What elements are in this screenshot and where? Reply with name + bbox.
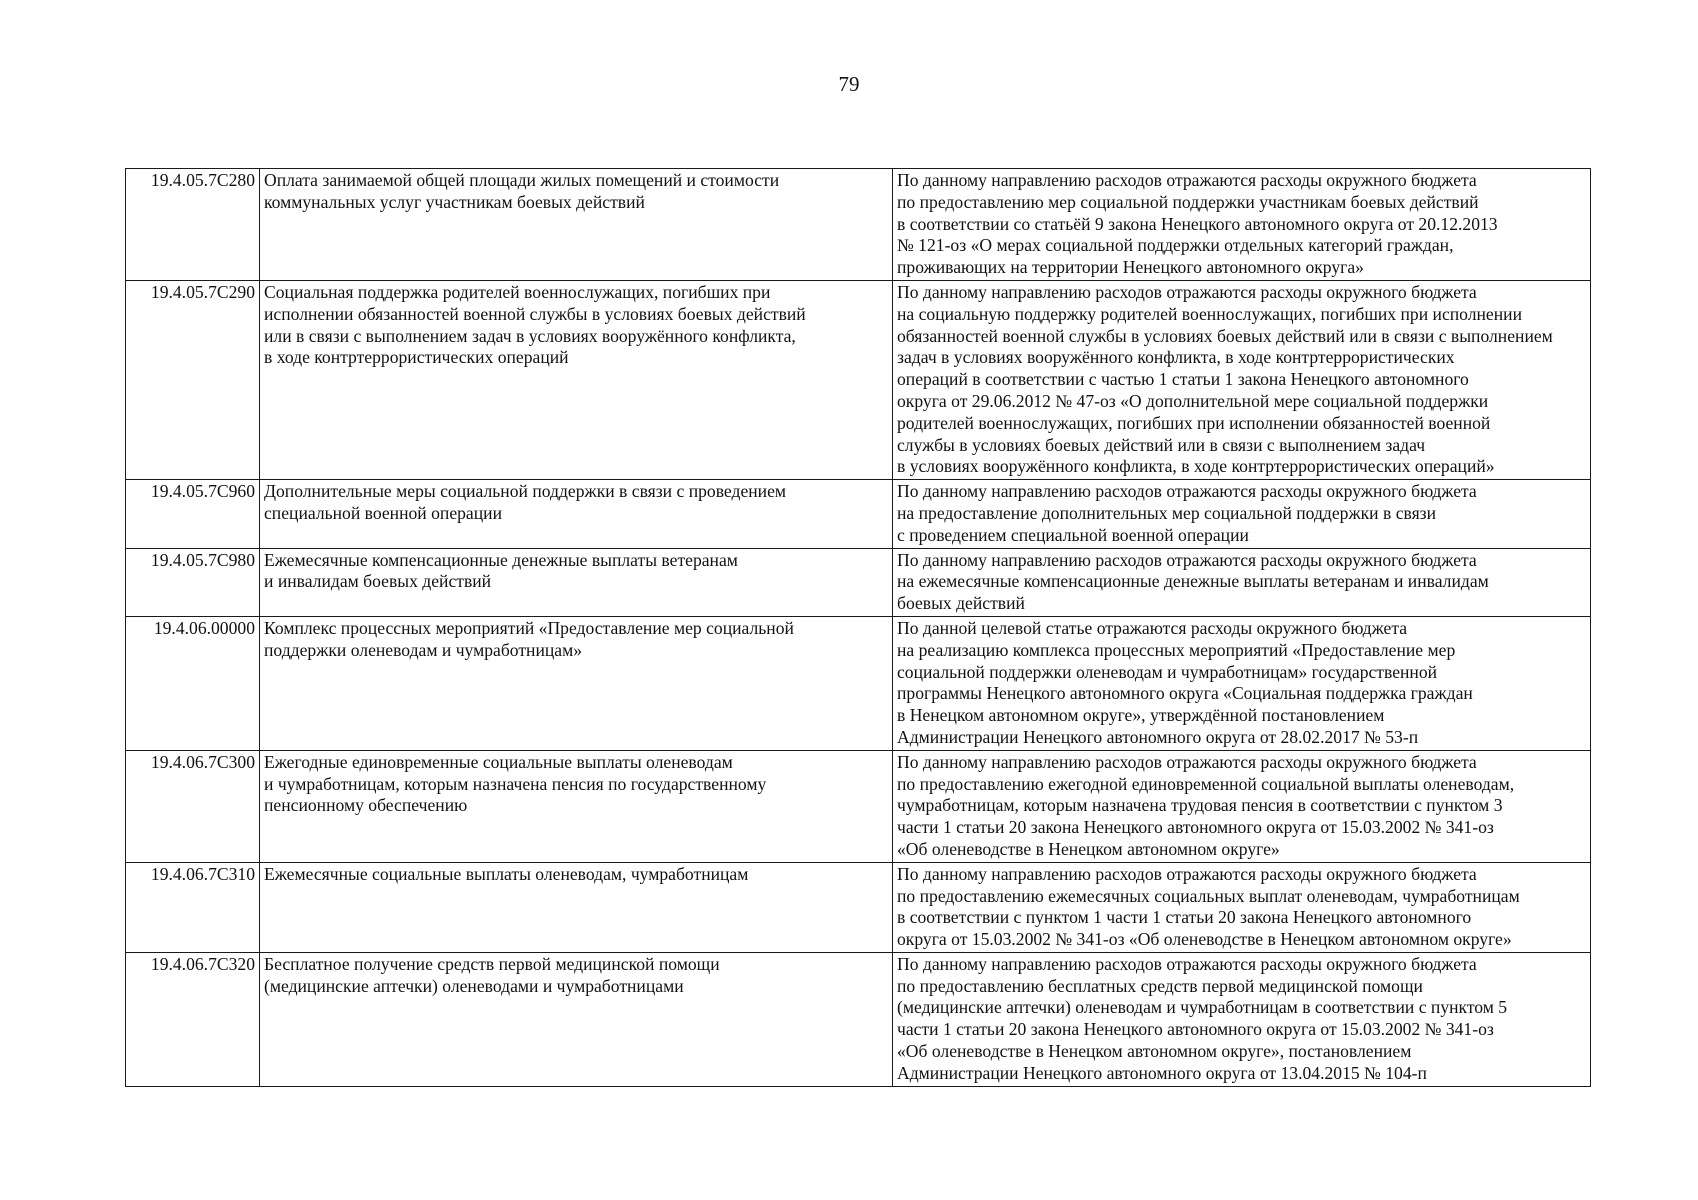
expense-description-line: Администрации Ненецкого автономного округа от 28.02.2017 № 53-п xyxy=(897,726,1419,747)
expense-description-line: на ежемесячные компенсационные денежные выплаты ветеранам и инвалидам xyxy=(897,571,1489,592)
expense-name-line: и инвалидам боевых действий xyxy=(264,571,492,592)
target-article-code: 19.4.05.7С980 xyxy=(126,548,260,616)
expense-description-line: По данному направлению расходов отражаются расходы окружного бюджета xyxy=(897,281,1477,302)
target-article-code: 19.4.06.7С300 xyxy=(126,750,260,862)
expense-name-cell xyxy=(260,280,893,479)
expense-description-line: № 121-оз «О мерах социальной поддержки отдельных категорий граждан, xyxy=(897,235,1454,256)
expense-name-line: Комплекс процессных мероприятий «Предоставление мер социальной xyxy=(264,617,794,638)
expense-name-line: коммунальных услуг участникам боевых действий xyxy=(264,191,645,212)
expense-description-line: По данному направлению расходов отражаются расходы окружного бюджета xyxy=(897,481,1477,502)
page-number: 79 xyxy=(838,72,860,96)
table-row xyxy=(126,616,1591,750)
expense-name-line: в ходе контртеррористических операций xyxy=(264,347,569,368)
expense-name-cell xyxy=(260,480,893,548)
expense-name-line: Ежемесячные компенсационные денежные выплаты ветеранам xyxy=(264,549,738,570)
expense-description-line: По данному направлению расходов отражаются расходы окружного бюджета xyxy=(897,953,1477,974)
expense-description-cell xyxy=(893,862,1591,952)
table-row xyxy=(126,952,1591,1086)
expense-name-line: Бесплатное получение средств первой медицинской помощи xyxy=(264,953,720,974)
table-row xyxy=(126,862,1591,952)
expense-description-cell xyxy=(893,750,1591,862)
expense-name-cell xyxy=(260,952,893,1086)
expense-description-line: задач в условиях вооружённого конфликта, в ходе контртеррористических xyxy=(897,347,1455,368)
expense-name-line: Оплата занимаемой общей площади жилых помещений и стоимости xyxy=(264,170,780,190)
expense-description-line: программы Ненецкого автономного округа «Социальная поддержка граждан xyxy=(897,683,1473,704)
expense-description-line: с проведением специальной военной операции xyxy=(897,524,1249,545)
target-article-code: 19.4.06.7С310 xyxy=(126,862,260,952)
table-row xyxy=(126,169,1591,281)
expense-description-line: службы в условиях боевых действий или в связи с выполнением задач xyxy=(897,434,1426,455)
expense-name-line: Ежегодные единовременные социальные выплаты оленеводам xyxy=(264,751,733,772)
table-row xyxy=(126,548,1591,616)
expense-description-cell xyxy=(893,952,1591,1086)
expense-name-cell xyxy=(260,548,893,616)
expense-description-line: проживающих на территории Ненецкого автономного округа» xyxy=(897,257,1364,278)
expense-name-cell xyxy=(260,862,893,952)
target-article-code: 19.4.05.7С280 xyxy=(126,169,260,281)
expense-description-cell xyxy=(893,280,1591,479)
expense-description-line: округа от 29.06.2012 № 47-оз «О дополнительной мере социальной поддержки xyxy=(897,390,1489,411)
expense-description-line: в соответствии со статьёй 9 закона Ненецкого автономного округа от 20.12.2013 xyxy=(897,213,1498,234)
expense-description-line: операций в соответствии с частью 1 статьи 1 закона Ненецкого автономного xyxy=(897,369,1469,390)
table-row xyxy=(126,750,1591,862)
expense-name-line: Ежемесячные социальные выплаты оленеводам, чумработницам xyxy=(264,863,749,884)
table-body xyxy=(126,169,1591,1087)
expense-description-line: По данному направлению расходов отражаются расходы окружного бюджета xyxy=(897,170,1477,190)
expense-description-line: на реализацию комплекса процессных мероприятий «Предоставление мер xyxy=(897,639,1456,660)
target-article-code: 19.4.05.7С960 xyxy=(126,480,260,548)
expense-name-line: (медицинские аптечки) оленеводами и чумработницами xyxy=(264,975,684,996)
expense-description-line: По данному направлению расходов отражаются расходы окружного бюджета xyxy=(897,863,1477,884)
expense-description-line: По данному направлению расходов отражаются расходы окружного бюджета xyxy=(897,751,1477,772)
expense-name-cell xyxy=(260,616,893,750)
expense-description-line: части 1 статьи 20 закона Ненецкого автономного округа от 15.03.2002 № 341-оз xyxy=(897,817,1494,838)
expense-name-line: исполнении обязанностей военной службы в условиях боевых действий xyxy=(264,303,806,324)
expense-name-line: или в связи с выполнением задач в условиях вооружённого конфликта, xyxy=(264,325,796,346)
expense-name-line: поддержки оленеводам и чумработницам» xyxy=(264,639,583,660)
expense-description-line: чумработницам, которым назначена трудовая пенсия в соответствии с пунктом 3 xyxy=(897,795,1503,816)
expense-description-line: «Об оленеводстве в Ненецком автономном округе» xyxy=(897,838,1280,859)
expense-description-line: в соответствии с пунктом 1 части 1 статьи 20 закона Ненецкого автономного xyxy=(897,907,1472,928)
expense-description-line: на социальную поддержку родителей военнослужащих, погибших при исполнении xyxy=(897,303,1522,324)
expense-description-line: «Об оленеводстве в Ненецком автономном округе», постановлением xyxy=(897,1041,1412,1062)
expense-description-cell xyxy=(893,169,1591,281)
target-article-code: 19.4.06.7С320 xyxy=(126,952,260,1086)
expense-description-line: части 1 статьи 20 закона Ненецкого автономного округа от 15.03.2002 № 341-оз xyxy=(897,1019,1494,1040)
expense-description-line: По данной целевой статье отражаются расходы окружного бюджета xyxy=(897,617,1408,638)
expense-description-cell xyxy=(893,616,1591,750)
expense-description-line: по предоставлению бесплатных средств первой медицинской помощи xyxy=(897,975,1423,996)
budget-classification-table xyxy=(125,168,1591,1087)
target-article-code: 19.4.06.00000 xyxy=(126,616,260,750)
expense-name-cell xyxy=(260,169,893,281)
expense-description-line: (медицинские аптечки) оленеводам и чумработницам в соответствии с пунктом 5 xyxy=(897,997,1508,1018)
table-row xyxy=(126,280,1591,479)
expense-description-line: по предоставлению мер социальной поддержки участникам боевых действий xyxy=(897,191,1479,212)
expense-description-line: округа от 15.03.2002 № 341-оз «Об оленеводстве в Ненецком автономном округе» xyxy=(897,929,1512,950)
expense-description-line: По данному направлению расходов отражаются расходы окружного бюджета xyxy=(897,549,1477,570)
table-row xyxy=(126,480,1591,548)
expense-name-line: специальной военной операции xyxy=(264,502,502,523)
expense-description-line: обязанностей военной службы в условиях боевых действий или в связи с выполнением xyxy=(897,325,1553,346)
expense-name-cell xyxy=(260,750,893,862)
expense-description-line: по предоставлению ежемесячных социальных выплат оленеводам, чумработницам xyxy=(897,885,1520,906)
expense-name-line: Социальная поддержка родителей военнослужащих, погибших при xyxy=(264,281,771,302)
expense-description-line: родителей военнослужащих, погибших при исполнении обязанностей военной xyxy=(897,412,1491,433)
expense-description-line: боевых действий xyxy=(897,593,1025,614)
expense-name-line: Дополнительные меры социальной поддержки в связи с проведением xyxy=(264,481,787,502)
expense-description-line: в условиях вооружённого конфликта, в ходе контртеррористических операций» xyxy=(897,456,1495,477)
target-article-code: 19.4.05.7С290 xyxy=(126,280,260,479)
expense-name-line: пенсионному обеспечению xyxy=(264,795,468,816)
expense-description-line: социальной поддержки оленеводам и чумработницам» государственной xyxy=(897,661,1438,682)
expense-description-line: Администрации Ненецкого автономного округа от 13.04.2015 № 104-п xyxy=(897,1062,1427,1083)
expense-description-line: на предоставление дополнительных мер социальной поддержки в связи xyxy=(897,502,1437,523)
expense-description-line: по предоставлению ежегодной единовременной социальной выплаты оленеводам, xyxy=(897,773,1515,794)
expense-description-cell xyxy=(893,480,1591,548)
expense-name-line: и чумработницам, которым назначена пенсия по государственному xyxy=(264,773,767,794)
expense-description-cell xyxy=(893,548,1591,616)
expense-description-line: в Ненецком автономном округе», утверждённой постановлением xyxy=(897,705,1385,726)
